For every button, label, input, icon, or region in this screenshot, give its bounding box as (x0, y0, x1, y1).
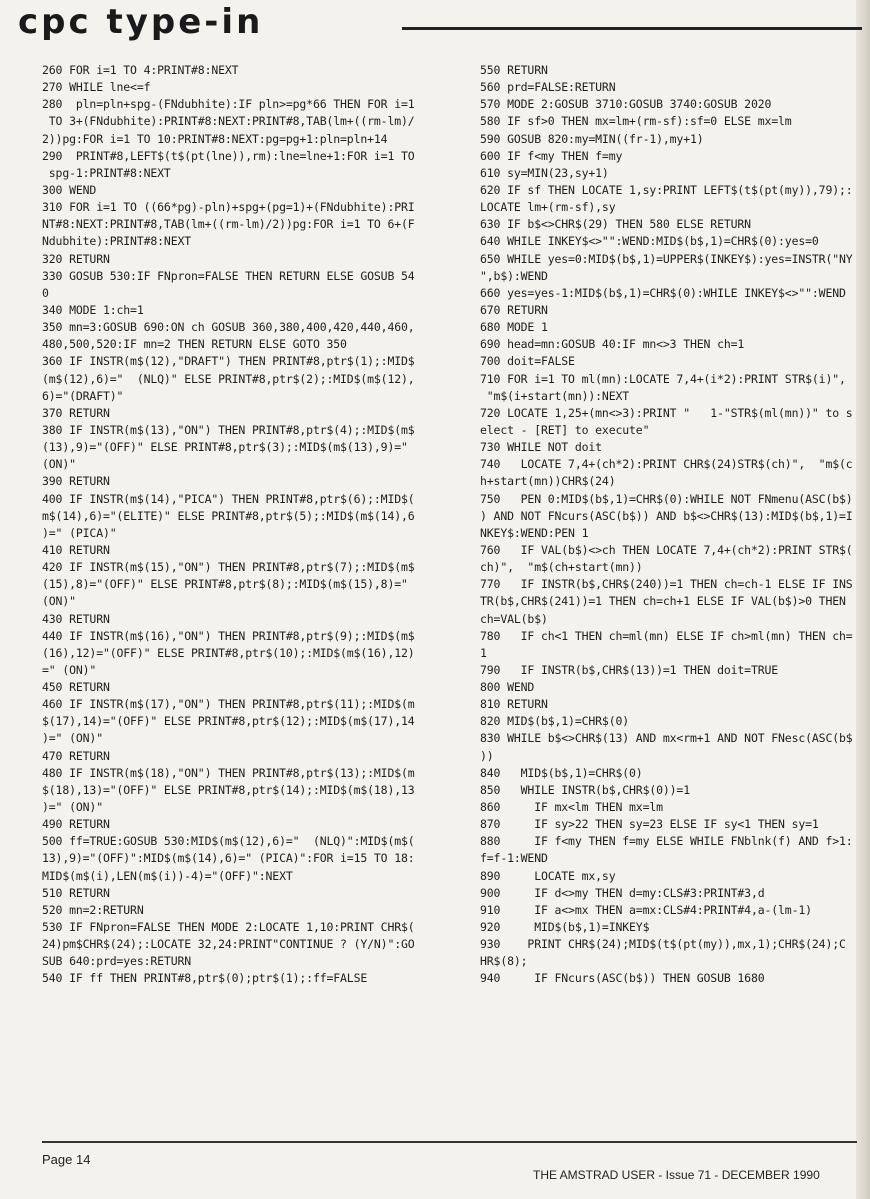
listing-column-right (480, 62, 866, 986)
code-line: 890 LOCATE mx,sy (480, 868, 616, 883)
code-line: 590 GOSUB 820:my=MIN((fr-1),my+1) (480, 131, 704, 146)
code-line: 690 head=mn:GOSUB 40:IF mn<>3 THEN ch=1 (480, 337, 745, 352)
code-line: 750 PEN 0:MID$(b$,1)=CHR$(0):WHILE NOT FNmenu(ASC(b$) (480, 491, 853, 506)
code-line: 13),9)="(OFF)":MID$(m$(14),6)=" (PICA)":FOR i=15 TO 18: (42, 851, 415, 866)
code-line: )) (480, 748, 494, 763)
code-line: f=f-1:WEND (480, 851, 548, 866)
code-line: 470 RETURN (42, 748, 110, 763)
code-line: 710 FOR i=1 TO ml(mn):LOCATE 7,4+(i*2):PRINT STR$(i)", (480, 371, 846, 386)
code-line: 510 RETURN (42, 885, 110, 900)
code-line: elect - [RET] to execute" (480, 422, 650, 437)
code-line: 390 RETURN (42, 474, 110, 489)
code-line: 900 IF d<>my THEN d=my:CLS#3:PRINT#3,d (480, 885, 765, 900)
code-line: 530 IF FNpron=FALSE THEN MODE 2:LOCATE 1,10:PRINT CHR$( (42, 920, 415, 935)
code-line: (13),9)="(OFF)" ELSE PRINT#8,ptr$(3);:MID$(m$(13),9)=" (42, 440, 408, 455)
code-line: 0 (42, 285, 49, 300)
code-line: ch=VAL(b$) (480, 611, 548, 626)
code-line: 330 GOSUB 530:IF FNpron=FALSE THEN RETURN ELSE GOSUB 54 (42, 268, 415, 283)
code-line: 700 doit=FALSE (480, 354, 575, 369)
code-line: 490 RETURN (42, 817, 110, 832)
code-line: 290 PRINT#8,LEFT$(t$(pt(lne)),rm):lne=lne+1:FOR i=1 TO (42, 148, 415, 163)
code-line: 570 MODE 2:GOSUB 3710:GOSUB 3740:GOSUB 2020 (480, 97, 772, 112)
code-line: 800 WEND (480, 680, 535, 695)
code-line: $(18),13)="(OFF)" ELSE PRINT#8,ptr$(14);:MID$(m$(18),13 (42, 782, 415, 797)
code-line: 310 FOR i=1 TO ((66*pg)-pln)+spg+(pg=1)+(FNdubhite):PRI (42, 200, 415, 215)
code-line: 460 IF INSTR(m$(17),"ON") THEN PRINT#8,ptr$(11);:MID$(m (42, 697, 415, 712)
code-line: 870 IF sy>22 THEN sy=23 ELSE IF sy<1 THEN sy=1 (480, 817, 819, 832)
code-line: 300 WEND (42, 182, 97, 197)
code-line: 770 IF INSTR(b$,CHR$(240))=1 THEN ch=ch-1 ELSE IF INS (480, 577, 853, 592)
code-line: 630 IF b$<>CHR$(29) THEN 580 ELSE RETURN (480, 217, 751, 232)
code-line: 850 WHILE INSTR(b$,CHR$(0))=1 (480, 782, 690, 797)
code-line: 540 IF ff THEN PRINT#8,ptr$(0);ptr$(1);:ff=FALSE (42, 971, 368, 986)
code-line: 790 IF INSTR(b$,CHR$(13))=1 THEN doit=TRUE (480, 662, 779, 677)
code-line: Ndubhite):PRINT#8:NEXT (42, 234, 192, 249)
code-line: 920 MID$(b$,1)=INKEY$ (480, 920, 650, 935)
code-line: 600 IF f<my THEN f=my (480, 148, 623, 163)
code-line: 450 RETURN (42, 680, 110, 695)
code-line: 440 IF INSTR(m$(16),"ON") THEN PRINT#8,ptr$(9);:MID$(m$ (42, 628, 415, 643)
code-line: 660 yes=yes-1:MID$(b$,1)=CHR$(0):WHILE INKEY$<>"":WEND (480, 285, 846, 300)
code-line: spg-1:PRINT#8:NEXT (42, 165, 171, 180)
code-line: 860 IF mx<lm THEN mx=lm (480, 800, 663, 815)
code-line: 780 IF ch<1 THEN ch=ml(mn) ELSE IF ch>ml(mn) THEN ch= (480, 628, 853, 643)
code-line: HR$(8); (480, 954, 528, 969)
code-line: )=" (PICA)" (42, 525, 117, 540)
code-line: h+start(mn))CHR$(24) (480, 474, 616, 489)
magazine-credit: THE AMSTRAD USER - Issue 71 - DECEMBER 1990 (533, 1168, 820, 1182)
code-line: 740 LOCATE 7,4+(ch*2):PRINT CHR$(24)STR$(ch)", "m$(c (480, 457, 853, 472)
code-line: 820 MID$(b$,1)=CHR$(0) (480, 714, 630, 729)
code-line: (15),8)="(OFF)" ELSE PRINT#8,ptr$(8);:MID$(m$(15),8)=" (42, 577, 408, 592)
code-line: (ON)" (42, 594, 76, 609)
code-line: ch)", "m$(ch+start(mn)) (480, 560, 643, 575)
code-line: ) AND NOT FNcurs(ASC(b$)) AND b$<>CHR$(13):MID$(b$,1)=I (480, 508, 853, 523)
code-line: 24)pm$CHR$(24);:LOCATE 32,24:PRINT"CONTINUE ? (Y/N)":GO (42, 937, 415, 952)
code-line: 670 RETURN (480, 302, 548, 317)
code-line: 430 RETURN (42, 611, 110, 626)
code-line: 380 IF INSTR(m$(13),"ON") THEN PRINT#8,ptr$(4);:MID$(m$ (42, 422, 415, 437)
footer-rule (42, 1141, 857, 1143)
code-line: 1 (480, 645, 487, 660)
code-line: 880 IF f<my THEN f=my ELSE WHILE FNblnk(f) AND f>1: (480, 834, 853, 849)
code-line: =" (ON)" (42, 662, 97, 677)
listing-column-left (42, 62, 472, 986)
code-line: $(17),14)="(OFF)" ELSE PRINT#8,ptr$(12);:MID$(m$(17),14 (42, 714, 415, 729)
code-line: 940 IF FNcurs(ASC(b$)) THEN GOSUB 1680 (480, 971, 765, 986)
code-line: 720 LOCATE 1,25+(mn<>3):PRINT " 1-"STR$(ml(mn))" to s (480, 405, 853, 420)
code-line: 340 MODE 1:ch=1 (42, 302, 144, 317)
code-line: 580 IF sf>0 THEN mx=lm+(rm-sf):sf=0 ELSE mx=lm (480, 114, 792, 129)
code-line: 280 pln=pln+spg-(FNdubhite):IF pln>=pg*66 THEN FOR i=1 (42, 97, 415, 112)
code-line: 480,500,520:IF mn=2 THEN RETURN ELSE GOTO 350 (42, 337, 347, 352)
code-line: 2))pg:FOR i=1 TO 10:PRINT#8:NEXT:pg=pg+1:pln=pln+14 (42, 131, 388, 146)
header-rule (402, 27, 862, 30)
code-line: (m$(12),6)=" (NLQ)" ELSE PRINT#8,ptr$(2);:MID$(m$(12), (42, 371, 415, 386)
section-title: cpc type-in (18, 2, 264, 42)
code-line: m$(14),6)="(ELITE)" ELSE PRINT#8,ptr$(5);:MID$(m$(14),6 (42, 508, 415, 523)
code-line: "m$(i+start(mn)):NEXT (480, 388, 630, 403)
page-number: Page 14 (42, 1152, 91, 1167)
code-line: (16),12)="(OFF)" ELSE PRINT#8,ptr$(10);:MID$(m$(16),12) (42, 645, 415, 660)
code-line: 400 IF INSTR(m$(14),"PICA") THEN PRINT#8,ptr$(6);:MID$( (42, 491, 415, 506)
code-line: 350 mn=3:GOSUB 690:ON ch GOSUB 360,380,400,420,440,460, (42, 320, 415, 335)
code-line: 550 RETURN (480, 63, 548, 77)
code-line: 270 WHILE lne<=f (42, 80, 151, 95)
code-line: TO 3+(FNdubhite):PRINT#8:NEXT:PRINT#8,TAB(lm+((rm-lm)/ (42, 114, 415, 129)
code-line: 6)="(DRAFT)" (42, 388, 124, 403)
code-line: )=" (ON)" (42, 731, 103, 746)
code-line: 620 IF sf THEN LOCATE 1,sy:PRINT LEFT$(t$(pt(my)),79);: (480, 182, 853, 197)
code-line: 730 WHILE NOT doit (480, 440, 602, 455)
code-line: 930 PRINT CHR$(24);MID$(t$(pt(my)),mx,1);CHR$(24);C (480, 937, 846, 952)
code-line: 840 MID$(b$,1)=CHR$(0) (480, 765, 643, 780)
code-line: SUB 640:prd=yes:RETURN (42, 954, 192, 969)
code-line: 370 RETURN (42, 405, 110, 420)
code-line: 480 IF INSTR(m$(18),"ON") THEN PRINT#8,ptr$(13);:MID$(m (42, 765, 415, 780)
code-line: 910 IF a<>mx THEN a=mx:CLS#4:PRINT#4,a-(lm-1) (480, 902, 812, 917)
code-line: 360 IF INSTR(m$(12),"DRAFT") THEN PRINT#8,ptr$(1);:MID$ (42, 354, 415, 369)
code-line: 560 prd=FALSE:RETURN (480, 80, 616, 95)
code-line: ",b$):WEND (480, 268, 548, 283)
code-line: TR(b$,CHR$(241))=1 THEN ch=ch+1 ELSE IF VAL(b$)>0 THEN (480, 594, 846, 609)
code-line: 810 RETURN (480, 697, 548, 712)
code-line: MID$(m$(i),LEN(m$(i))-4)="(OFF)":NEXT (42, 868, 293, 883)
code-line: NT#8:NEXT:PRINT#8,TAB(lm+((rm-lm)/2))pg:FOR i=1 TO 6+(F (42, 217, 415, 232)
code-line: 260 FOR i=1 TO 4:PRINT#8:NEXT (42, 63, 239, 77)
code-line: 830 WHILE b$<>CHR$(13) AND mx<rm+1 AND NOT FNesc(ASC(b$ (480, 731, 853, 746)
code-line: 610 sy=MIN(23,sy+1) (480, 165, 609, 180)
code-line: 640 WHILE INKEY$<>"":WEND:MID$(b$,1)=CHR$(0):yes=0 (480, 234, 819, 249)
code-line: (ON)" (42, 457, 76, 472)
code-line: NKEY$:WEND:PEN 1 (480, 525, 589, 540)
code-line: 520 mn=2:RETURN (42, 902, 144, 917)
code-line: 680 MODE 1 (480, 320, 548, 335)
page-header (18, 2, 866, 42)
code-line: 420 IF INSTR(m$(15),"ON") THEN PRINT#8,ptr$(7);:MID$(m$ (42, 560, 415, 575)
code-line: 500 ff=TRUE:GOSUB 530:MID$(m$(12),6)=" (NLQ)":MID$(m$( (42, 834, 415, 849)
code-line: 650 WHILE yes=0:MID$(b$,1)=UPPER$(INKEY$):yes=INSTR("NY (480, 251, 853, 266)
code-line: 410 RETURN (42, 542, 110, 557)
code-line: )=" (ON)" (42, 800, 103, 815)
code-line: 760 IF VAL(b$)<>ch THEN LOCATE 7,4+(ch*2):PRINT STR$( (480, 542, 853, 557)
code-line: 320 RETURN (42, 251, 110, 266)
code-line: LOCATE lm+(rm-sf),sy (480, 200, 616, 215)
